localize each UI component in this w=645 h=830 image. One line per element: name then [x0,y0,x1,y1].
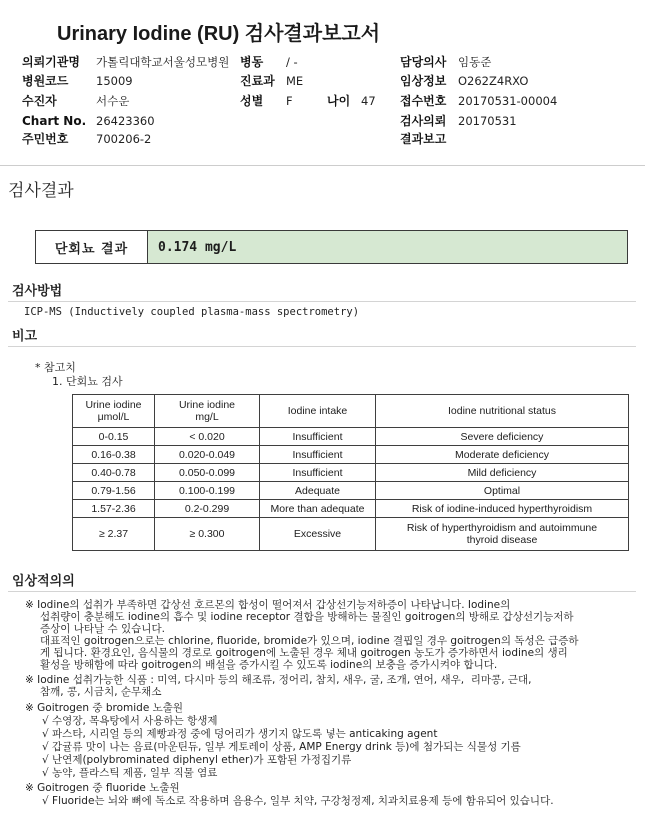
table-cell: ≥ 2.37 [73,518,155,551]
paragraph-line: 참깨, 콩, 시금치, 순무채소 [40,686,162,698]
method-heading: 검사방법 [12,284,63,299]
paragraph-line: 섭취량이 충분해도 iodine의 흡수 및 iodine receptor 결합을 방해하는 물질인 goitrogen의 방해로 갑상선기능저하 [40,611,574,623]
table-cell: Severe deficiency [376,428,629,446]
result-box [35,230,628,264]
paragraph-line: 대표적인 goitrogen으로는 chlorine, fluoride, bromide가 있으며, iodine 결핍일 경우 goitrogen의 독성은 급증하 [40,635,579,647]
table-cell: ≥ 0.300 [155,518,260,551]
list-item: √ 난연제(polybrominated diphenyl ether)가 포함된 가정집기류 [42,754,352,766]
column-header-mg: Urine iodine mg/L [155,395,260,428]
department-label: 진료과 [240,74,275,88]
age-label: 나이 [327,94,351,108]
clinical-info-value: O262Z4RXO [458,74,529,88]
table-row [73,518,629,551]
table-cell: Risk of iodine-induced hyperthyroidism [376,500,629,518]
bromide-sources-title: ※ Goitrogen 중 bromide 노출원 [25,702,184,714]
significance-paragraph-foods [25,674,637,698]
table-row [73,500,629,518]
hospital-code-value: 15009 [96,74,133,88]
list-item: √ Fluoride는 뇌와 뼈에 독소로 작용하며 음용수, 일부 치약, 구강청정제, 치과치료용제 등에 함유되어 있습니다. [42,795,554,807]
table-cell: More than adequate [260,500,376,518]
report-title: Urinary Iodine (RU) 검사결과보고서 [57,23,381,45]
table-cell: Insufficient [260,464,376,482]
header-divider [0,165,645,166]
table-cell: 0-0.15 [73,428,155,446]
reference-range-table [72,394,629,551]
bromide-sources [25,702,637,780]
patient-value: 서수운 [96,94,130,108]
table-cell: Optimal [376,482,629,500]
table-cell: 0.79-1.56 [73,482,155,500]
institution-value: 가톨릭대학교서울성모병원 [96,55,230,69]
list-item: √ 농약, 플라스틱 제품, 일부 직물 염료 [42,767,218,779]
significance-divider [8,591,636,592]
list-item: √ 갑귤류 맛이 나는 음료(마운틴듀, 일부 게토레이 상품, AMP Energy drink 등)에 첨가되는 식물성 기름 [42,741,521,753]
age-value: 47 [361,94,376,108]
table-cell: Insufficient [260,446,376,464]
fluoride-sources [25,782,637,808]
resident-no-value: 700206-2 [96,132,152,146]
list-item: √ 수영장, 목욕탕에서 사용하는 항생제 [42,715,218,727]
header-row-institution [0,54,645,70]
paragraph-line: 활성을 방해함에 따라 goitrogen의 배설을 증가시킬 수 있도록 iodine의 보충을 증가시켜야 합니다. [40,659,498,671]
paragraph-line: ※ Iodine의 섭취가 부족하면 갑상선 호르몬의 합성이 떨어져서 갑상선기능저하증이 나타납니다. Iodine의 [25,599,511,611]
result-value-cell: 0.174 mg/L [148,231,627,263]
header-row-patient [0,93,645,109]
clinical-info-label: 임상정보 [400,74,447,88]
method-divider [8,301,636,302]
department-value: ME [286,74,304,88]
column-header-umol: Urine iodine μmol/L [73,395,155,428]
table-cell: 0.050-0.099 [155,464,260,482]
fluoride-sources-title: ※ Goitrogen 중 fluoride 노출원 [25,782,180,794]
sex-value: F [286,94,293,108]
reference-subtitle: 1. 단회뇨 검사 [52,375,123,388]
table-cell: 0.2-0.299 [155,500,260,518]
paragraph-line: ※ Iodine 섭취가능한 식품 : 미역, 다시마 등의 해조류, 정어리, 참치, 새우, 굴, 조개, 연어, 새우, 리마콩, 근대, [25,674,532,686]
significance-heading: 임상적의의 [12,574,75,589]
paragraph-line: 증상이 나타날 수 있습니다. [40,623,165,635]
table-cell: 1.57-2.36 [73,500,155,518]
table-row [73,464,629,482]
result-label-cell: 단회뇨 결과 [36,231,148,263]
ward-label: 병동 [240,55,264,69]
report-date-label: 결과보고 [400,132,447,146]
table-row [73,446,629,464]
doctor-value: 임동준 [458,55,492,69]
notes-heading: 비고 [12,329,38,344]
header-row-resident-no [0,131,645,147]
table-cell: 0.100-0.199 [155,482,260,500]
table-cell: < 0.020 [155,428,260,446]
hospital-code-label: 병원코드 [22,74,69,88]
notes-divider [8,346,636,347]
table-cell: Risk of hyperthyroidism and autoimmune thyroid disease [376,518,629,551]
ward-value: / - [286,55,298,69]
significance-paragraph-iodine [25,599,637,671]
accession-no-label: 접수번호 [400,94,447,108]
column-header-status: Iodine nutritional status [376,395,629,428]
table-cell: Moderate deficiency [376,446,629,464]
request-date-value: 20170531 [458,114,517,128]
result-section-title: 검사결과 [8,181,74,201]
doctor-label: 담당의사 [400,55,447,69]
table-cell: Excessive [260,518,376,551]
header-row-hospital-code [0,73,645,89]
table-row [73,482,629,500]
method-text: ICP-MS (Inductively coupled plasma-mass spectrometry) [24,306,360,318]
table-row [73,428,629,446]
reference-title: * 참고치 [35,361,76,374]
list-item: √ 파스타, 시리얼 등의 제빵과정 중에 덩어리가 생기지 않도록 넣는 anticaking agent [42,728,438,740]
patient-label: 수진자 [22,94,57,108]
chart-no-value: 26423360 [96,114,155,128]
header-row-chart-no [0,113,645,129]
sex-label: 성별 [240,94,264,108]
institution-label: 의뢰기관명 [22,55,80,69]
table-cell: 0.40-0.78 [73,464,155,482]
chart-no-label: Chart No. [22,114,87,128]
accession-no-value: 20170531-00004 [458,94,558,108]
table-header-row [73,395,629,428]
table-cell: Mild deficiency [376,464,629,482]
paragraph-line: 게 됩니다. 환경요인, 음식물의 경로로 goitrogen에 노출된 경우 체내 goitrogen 농도가 증가하면서 iodine의 생리 [40,647,568,659]
table-cell: Adequate [260,482,376,500]
table-cell: 0.16-0.38 [73,446,155,464]
request-date-label: 검사의뢰 [400,114,447,128]
table-cell: Insufficient [260,428,376,446]
table-cell: 0.020-0.049 [155,446,260,464]
column-header-intake: Iodine intake [260,395,376,428]
resident-no-label: 주민번호 [22,132,69,146]
